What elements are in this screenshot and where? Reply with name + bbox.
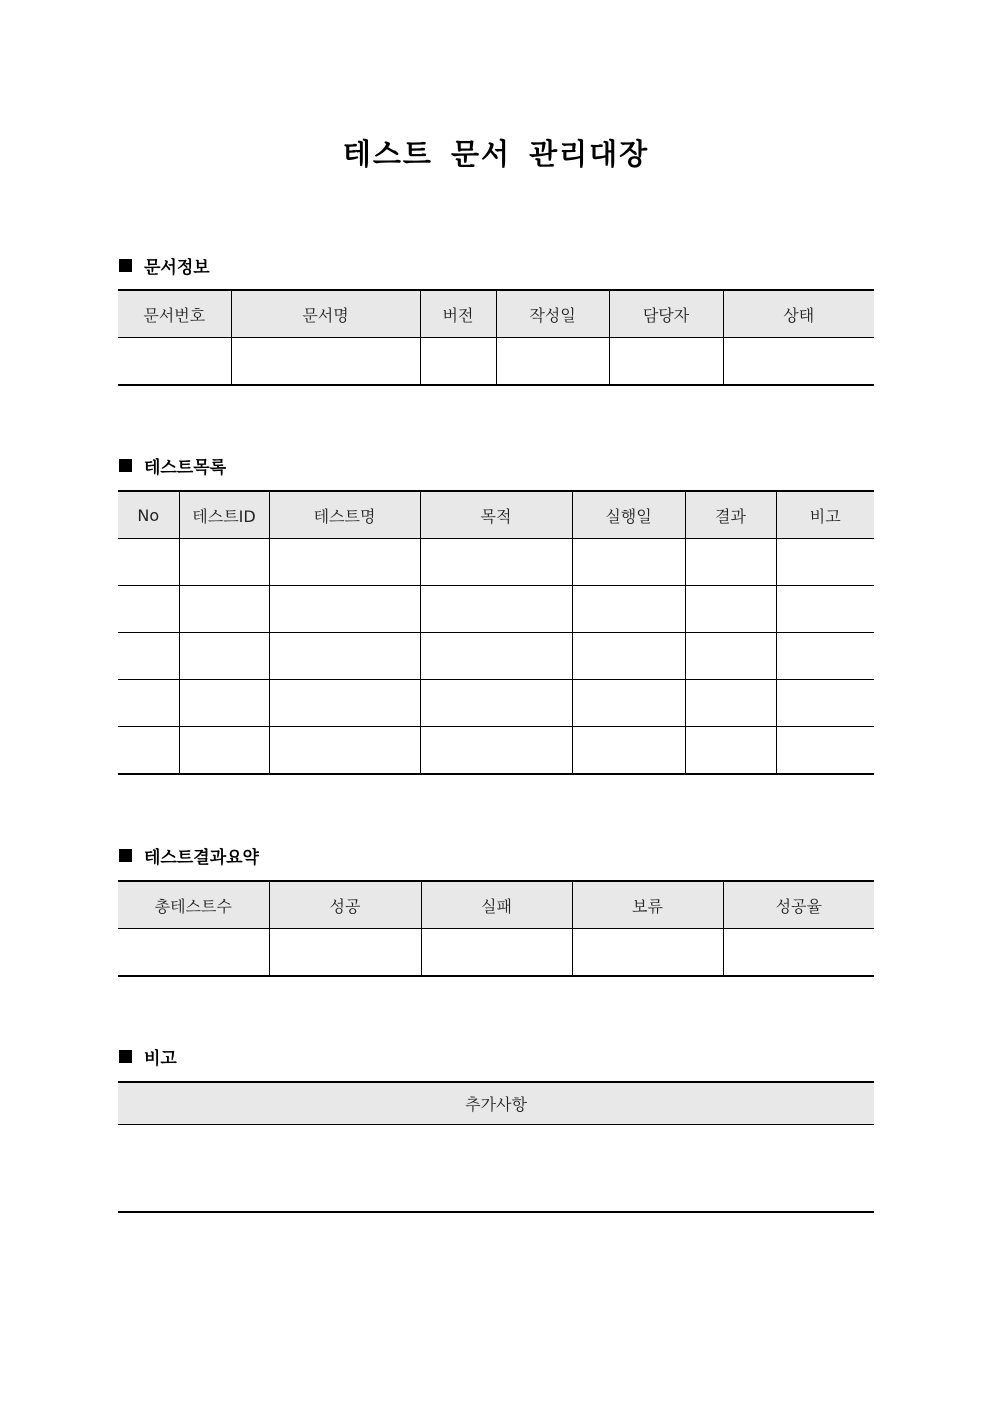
- section-heading-notes: [119, 1044, 177, 1069]
- table-cell[interactable]: [118, 338, 231, 386]
- page-title: 테스트 문서 관리대장: [342, 137, 650, 171]
- column-header: 결과: [685, 491, 776, 539]
- table-cell[interactable]: [179, 586, 269, 633]
- table-cell[interactable]: [609, 338, 723, 386]
- column-header: 문서번호: [118, 290, 231, 338]
- table-cell[interactable]: [685, 680, 776, 727]
- column-header: 총테스트수: [118, 881, 269, 929]
- column-header: 실패: [421, 881, 572, 929]
- table-row: [118, 586, 874, 633]
- table-cell[interactable]: [685, 727, 776, 775]
- column-header: 성공: [269, 881, 421, 929]
- table-row: [118, 539, 874, 586]
- table-header-row: [118, 1082, 874, 1125]
- column-header: 목적: [420, 491, 572, 539]
- table-cell[interactable]: [421, 929, 572, 977]
- column-header: 버전: [420, 290, 496, 338]
- square-bullet-icon: [119, 849, 132, 862]
- table-cell[interactable]: [179, 633, 269, 680]
- table-cell[interactable]: [118, 680, 179, 727]
- table-cell[interactable]: [776, 727, 874, 775]
- table-cell[interactable]: [572, 586, 685, 633]
- notes-table: [118, 1081, 874, 1213]
- table-cell[interactable]: [269, 929, 421, 977]
- table-cell[interactable]: [723, 929, 874, 977]
- table-cell[interactable]: [118, 633, 179, 680]
- table-cell[interactable]: [269, 633, 420, 680]
- section-heading-test-list: [119, 453, 226, 478]
- table-cell[interactable]: [420, 633, 572, 680]
- table-cell[interactable]: [776, 586, 874, 633]
- table-cell[interactable]: [231, 338, 420, 386]
- section-title: 비고: [144, 1049, 177, 1069]
- table-cell[interactable]: [685, 586, 776, 633]
- test-list-table: [118, 490, 874, 775]
- table-cell[interactable]: [723, 338, 874, 386]
- table-row: [118, 680, 874, 727]
- result-summary-table: [118, 880, 874, 977]
- table-cell[interactable]: [118, 727, 179, 775]
- table-cell[interactable]: [179, 539, 269, 586]
- column-header: 비고: [776, 491, 874, 539]
- table-row: [118, 727, 874, 775]
- table-cell[interactable]: [420, 727, 572, 775]
- table-cell[interactable]: [269, 680, 420, 727]
- column-header: No: [118, 491, 179, 539]
- notes-cell[interactable]: [118, 1125, 874, 1213]
- section-title: 문서정보: [144, 258, 210, 278]
- table-cell[interactable]: [420, 680, 572, 727]
- section-heading-doc-info: [119, 253, 210, 278]
- column-header: 보류: [572, 881, 723, 929]
- table-cell[interactable]: [420, 539, 572, 586]
- table-row: [118, 338, 874, 386]
- table-cell[interactable]: [776, 633, 874, 680]
- table-cell[interactable]: [685, 633, 776, 680]
- column-header: 테스트ID: [179, 491, 269, 539]
- table-header-row: [118, 491, 874, 539]
- table-cell[interactable]: [269, 539, 420, 586]
- table-row: [118, 633, 874, 680]
- column-header: 담당자: [609, 290, 723, 338]
- table-cell[interactable]: [269, 586, 420, 633]
- table-cell[interactable]: [572, 633, 685, 680]
- column-header: 문서명: [231, 290, 420, 338]
- doc-info-table: [118, 289, 874, 386]
- column-header: 실행일: [572, 491, 685, 539]
- table-cell[interactable]: [420, 338, 496, 386]
- column-header: 추가사항: [118, 1082, 874, 1125]
- table-cell[interactable]: [420, 586, 572, 633]
- section-heading-result-summary: [119, 843, 259, 868]
- square-bullet-icon: [119, 459, 132, 472]
- table-row: [118, 1125, 874, 1213]
- table-cell[interactable]: [118, 539, 179, 586]
- column-header: 테스트명: [269, 491, 420, 539]
- column-header: 상태: [723, 290, 874, 338]
- column-header: 작성일: [496, 290, 609, 338]
- table-cell[interactable]: [269, 727, 420, 775]
- table-cell[interactable]: [179, 727, 269, 775]
- table-cell[interactable]: [572, 539, 685, 586]
- table-row: [118, 929, 874, 977]
- table-cell[interactable]: [118, 586, 179, 633]
- column-header: 성공율: [723, 881, 874, 929]
- square-bullet-icon: [119, 259, 132, 272]
- table-cell[interactable]: [572, 727, 685, 775]
- table-cell[interactable]: [118, 929, 269, 977]
- table-cell[interactable]: [496, 338, 609, 386]
- table-cell[interactable]: [685, 539, 776, 586]
- section-title: 테스트목록: [144, 458, 227, 478]
- table-cell[interactable]: [572, 929, 723, 977]
- table-cell[interactable]: [572, 680, 685, 727]
- square-bullet-icon: [119, 1050, 132, 1063]
- table-cell[interactable]: [179, 680, 269, 727]
- table-header-row: [118, 881, 874, 929]
- table-header-row: [118, 290, 874, 338]
- table-cell[interactable]: [776, 680, 874, 727]
- table-cell[interactable]: [776, 539, 874, 586]
- section-title: 테스트결과요약: [144, 848, 259, 868]
